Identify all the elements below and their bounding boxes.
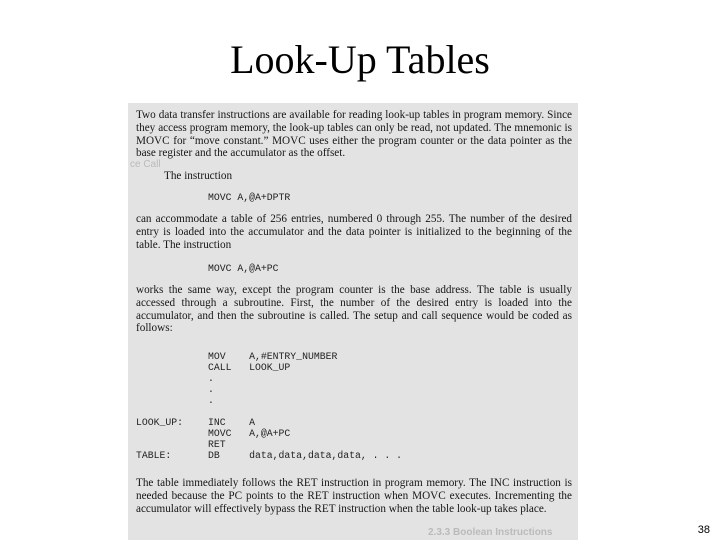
scan-paragraph-pc: works the same way, except the program counter is the base address. The table is usually accessed through a subroutine. First, the number of the desired entry is loaded into the accumulator, and then the subroutine is called. The setup and call sequence would be coded as follows: <box>136 284 572 335</box>
scan-paragraph-table: The table immediately follows the RET instruction in program memory. The INC instruction is needed because the PC points to the RET instruction when MOVC executes. Incrementing the accumulator will effectively bypass the RET instruction when the table look-up takes place. <box>136 477 572 515</box>
scan-code-labels: LOOK_UP: TABLE: <box>136 417 184 461</box>
scan-code-call-sequence: MOV A,#ENTRY_NUMBER CALL LOOK_UP . . . <box>208 351 338 406</box>
scan-paragraph-dptr: can accommodate a table of 256 entries, numbered 0 through 255. The number of the desired entry is loaded into the accumulator and the data pointer is initialized to the beginning of the table. The instruction <box>136 213 572 251</box>
page-number: 38 <box>697 524 710 536</box>
scan-paragraph-instruction-lead: The instruction <box>164 170 233 182</box>
scan-bleed-through-bottom: 2.3.3 Boolean Instructions <box>428 527 553 538</box>
scan-paragraph-intro: Two data transfer instructions are available for reading look-up tables in program memory. Since they access program memory, the look-up tables can only be read, not updated. The mnemonic is MOVC for “move constant.” MOVC uses either the program counter or the data pointer as the base register and the accumulator as the offset. <box>136 109 572 160</box>
scan-code-movc-dptr: MOVC A,@A+DPTR <box>208 192 291 203</box>
slide-title: Look-Up Tables <box>230 37 490 82</box>
scan-code-movc-pc: MOVC A,@A+PC <box>208 263 279 274</box>
scan-code-subroutine: INC A MOVC A,@A+PC RET DB data,data,data,data, . . . <box>208 417 403 461</box>
scanned-textbook-page <box>128 103 578 540</box>
scan-bleed-through-left: ce Call <box>130 159 161 170</box>
